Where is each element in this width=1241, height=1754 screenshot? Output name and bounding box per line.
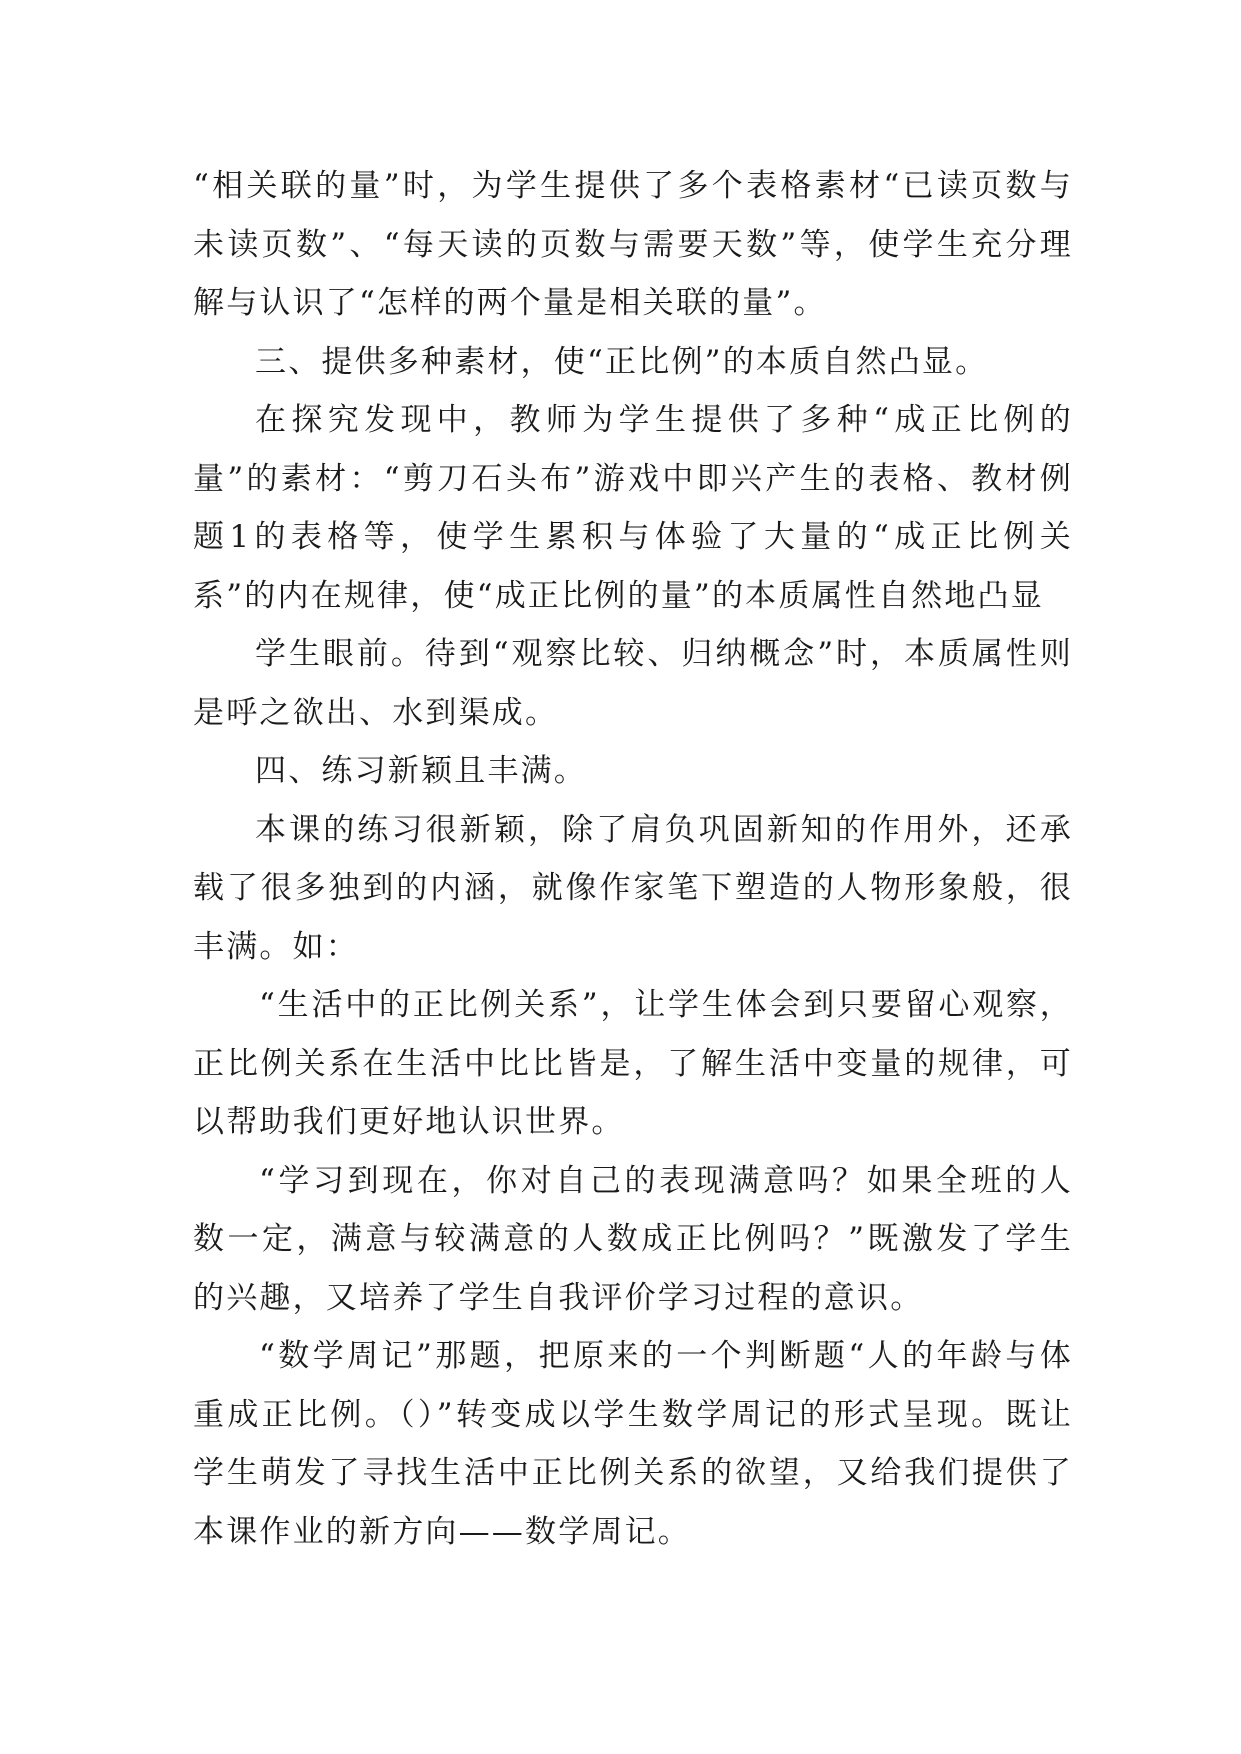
paragraph-8: “学习到现在，你对自己的表现满意吗？如果全班的人数一定，满意与较满意的人数成正比例吗？”既激发了学生的兴趣，又培养了学生自我评价学习过程的意识。 [193,1162,1073,1316]
paragraph-4: 学生眼前。待到“观察比较、归纳概念”时，本质属性则是呼之欲出、水到渠成。 [193,636,1073,731]
paragraph-9: “数学周记”那题，把原来的一个判断题“人的年龄与体重成正比例。（）”转变成以学生数学周记的形式呈现。既让学生萌发了寻找生活中正比例关系的欲望，又给我们提供了本课作业的新方向——数学周记。 [193,1338,1073,1550]
paragraph-3: 在探究发现中，教师为学生提供了多种“成正比例的量”的素材：“剪刀石头布”游戏中即兴产生的表格、教材例题1的表格等，使学生累积与体验了大量的“成正比例关系”的内在规律，使“成正比例的量”的本质属性自然地凸显 [193,402,1073,614]
document-body [193,157,1073,1561]
paragraph-7: “生活中的正比例关系”，让学生体会到只要留心观察，正比例关系在生活中比比皆是，了解生活中变量的规律，可以帮助我们更好地认识世界。 [193,987,1073,1140]
paragraph-2-heading: 三、提供多种素材，使“正比例”的本质自然凸显。 [255,343,989,380]
paragraph-1: “相关联的量”时，为学生提供了多个表格素材“已读页数与未读页数”、“每天读的页数与需要天数”等，使学生充分理解与认识了“怎样的两个量是相关联的量”。 [193,168,1073,321]
paragraph-5-heading: 四、练习新颖且丰满。 [255,753,587,789]
paragraph-6: 本课的练习很新颖，除了肩负巩固新知的作用外，还承载了很多独到的内涵，就像作家笔下塑造的人物形象般，很丰满。如： [193,811,1073,965]
